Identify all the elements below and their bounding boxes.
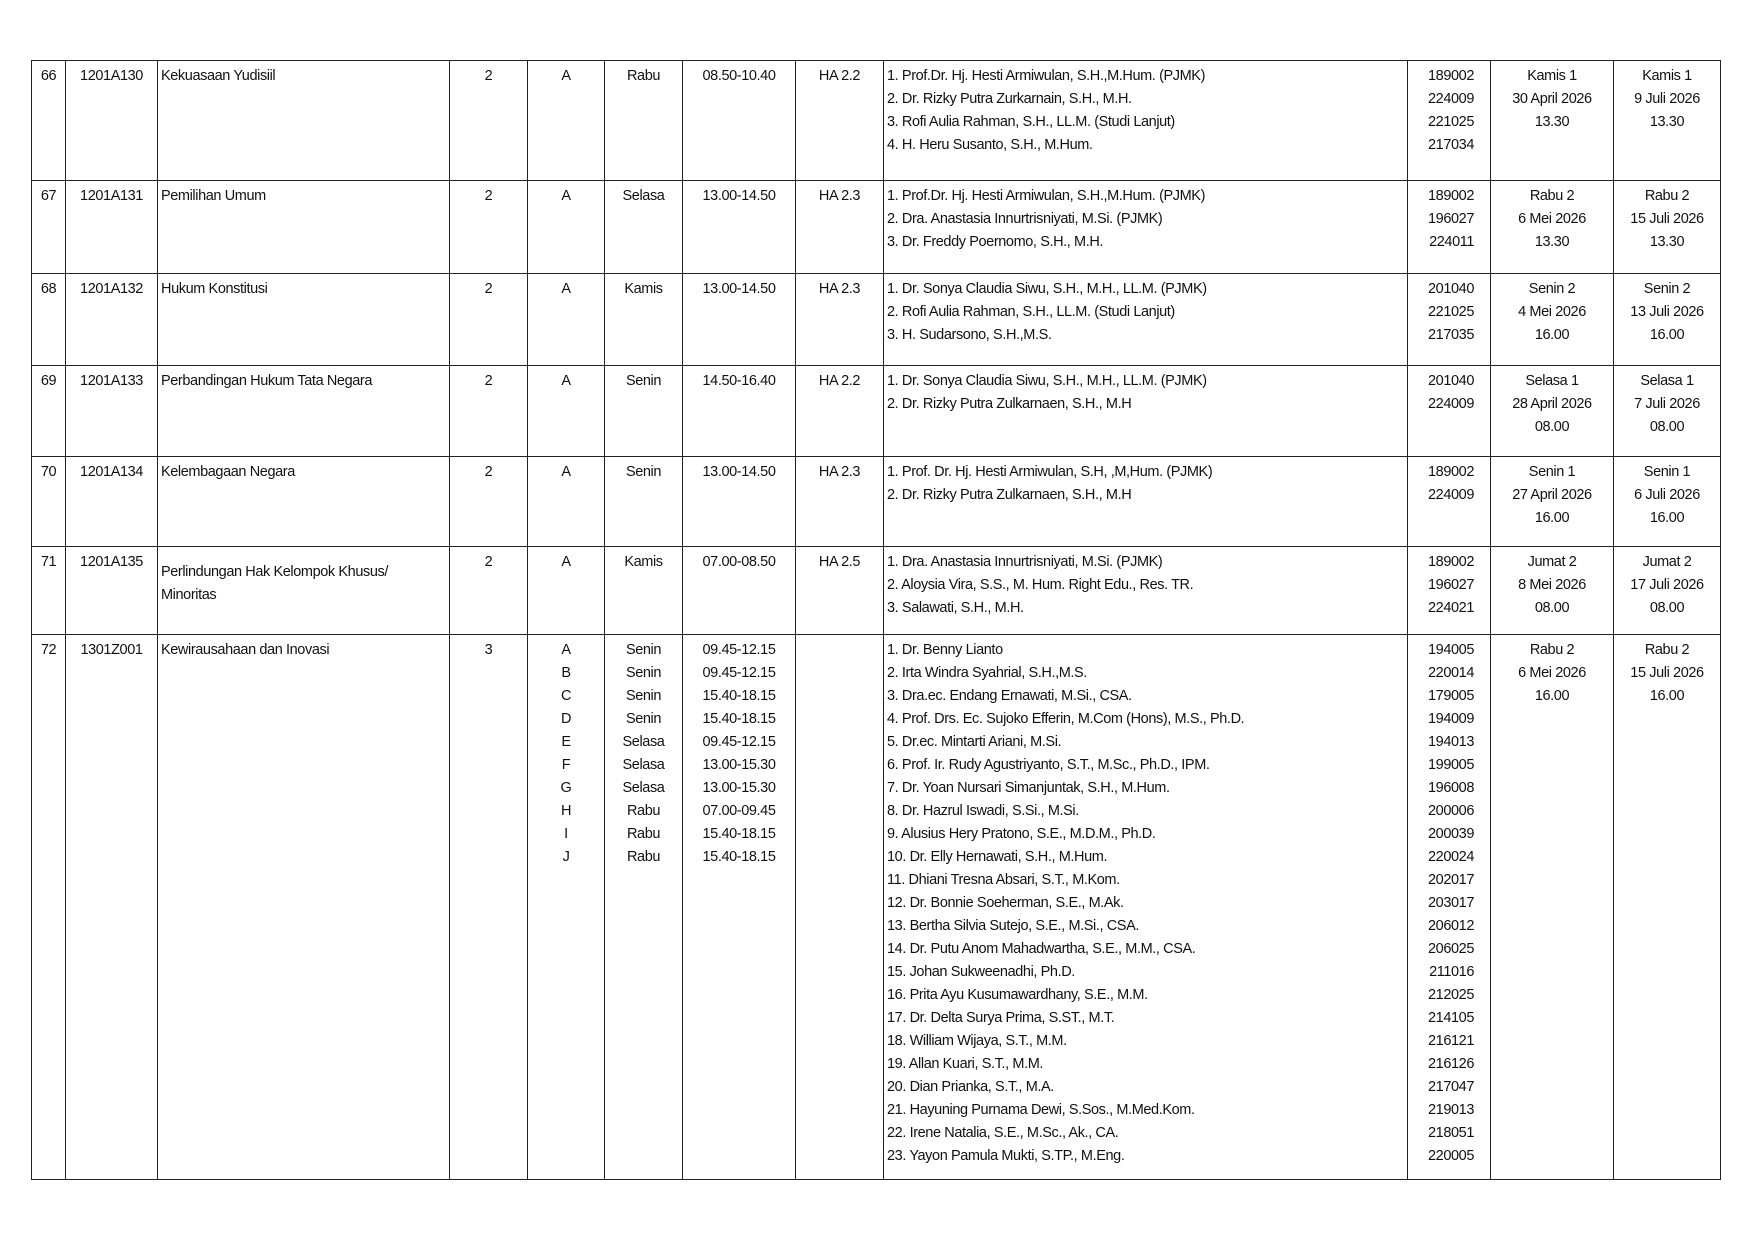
room: HA 2.3	[796, 181, 884, 274]
class-letter: A	[561, 642, 571, 658]
class-day: Selasa	[622, 757, 665, 773]
lecturer-name: 7. Dr. Yoan Nursari Simanjuntak, S.H., M.Hum.	[887, 780, 1170, 796]
class-letter: A	[561, 554, 571, 570]
class-day: Senin	[625, 688, 662, 704]
room: HA 2.3	[796, 274, 884, 366]
course-code: 1201A133	[66, 366, 158, 457]
lecturer-name: 21. Hayuning Purnama Dewi, S.Sos., M.Med.Kom.	[887, 1102, 1195, 1118]
class-time: 07.00-09.45	[702, 803, 776, 819]
final-exam-line: 13.30	[1649, 234, 1685, 250]
class-days	[605, 61, 683, 181]
class-day: Senin	[625, 373, 662, 389]
class-time: 14.50-16.40	[702, 373, 776, 389]
lecturer-id: 202017	[1428, 872, 1474, 888]
class-day: Selasa	[622, 734, 665, 750]
final-exam-line: 16.00	[1649, 510, 1685, 526]
final-exam-line: 6 Juli 2026	[1634, 487, 1700, 503]
midterm-exam-line: 8 Mei 2026	[1518, 577, 1586, 593]
class-times	[683, 181, 796, 274]
class-day: Rabu	[626, 803, 661, 819]
lecturer-name: 2. Irta Windra Syahrial, S.H.,M.S.	[887, 665, 1087, 681]
room: HA 2.2	[796, 366, 884, 457]
class-day: Kamis	[624, 554, 663, 570]
class-letter: C	[560, 688, 572, 704]
class-letters	[528, 547, 605, 635]
class-times	[683, 274, 796, 366]
lecturer-ids	[1408, 366, 1491, 457]
lecturer-ids	[1408, 61, 1491, 181]
lecturer-name: 16. Prita Ayu Kusumawardhany, S.E., M.M.	[887, 987, 1148, 1003]
final-exam-line: 16.00	[1649, 327, 1685, 343]
lecturer-id: 200006	[1428, 803, 1474, 819]
lecturer-id: 196027	[1428, 577, 1474, 593]
final-exam-line: Senin 1	[1643, 464, 1691, 480]
class-letter: I	[564, 826, 568, 842]
lecturer-name: 20. Dian Prianka, S.T., M.A.	[887, 1079, 1054, 1095]
class-day: Rabu	[626, 68, 661, 84]
lecturer-id: 221025	[1428, 114, 1474, 130]
lecturer-ids	[1408, 274, 1491, 366]
midterm-exam-line: 30 April 2026	[1512, 91, 1592, 107]
final-exam	[1614, 366, 1721, 457]
table-row	[32, 547, 1721, 635]
lecturer-name: 3. Dr. Freddy Poernomo, S.H., M.H.	[887, 234, 1104, 250]
midterm-exam-line: 16.00	[1534, 688, 1570, 704]
lecturer-list	[884, 274, 1408, 366]
class-letter: H	[560, 803, 572, 819]
credits: 2	[450, 547, 528, 635]
class-time: 13.00-14.50	[702, 281, 776, 297]
final-exam-line: Senin 2	[1643, 281, 1691, 297]
lecturer-id: 189002	[1428, 554, 1474, 570]
midterm-exam-line: Selasa 1	[1525, 373, 1579, 389]
lecturer-list	[884, 61, 1408, 181]
final-exam-line: Jumat 2	[1642, 554, 1692, 570]
lecturer-id: 203017	[1428, 895, 1474, 911]
midterm-exam	[1491, 457, 1614, 547]
course-code: 1301Z001	[66, 635, 158, 1180]
lecturer-name: 2. Dr. Rizky Putra Zurkarnain, S.H., M.H.	[887, 91, 1132, 107]
lecturer-id: 196008	[1428, 780, 1474, 796]
final-exam-line: 15 Juli 2026	[1630, 211, 1704, 227]
midterm-exam-line: Senin 2	[1528, 281, 1576, 297]
final-exam-line: 17 Juli 2026	[1630, 577, 1704, 593]
class-times	[683, 547, 796, 635]
class-times	[683, 635, 796, 1180]
lecturer-id: 200039	[1428, 826, 1474, 842]
lecturer-list	[884, 181, 1408, 274]
lecturer-id: 216121	[1428, 1033, 1474, 1049]
lecturer-name: 1. Prof.Dr. Hj. Hesti Armiwulan, S.H.,M.Hum. (PJMK)	[887, 188, 1205, 204]
table-row	[32, 635, 1721, 1180]
lecturer-id: 214105	[1428, 1010, 1474, 1026]
credits: 2	[450, 274, 528, 366]
midterm-exam	[1491, 61, 1614, 181]
final-exam	[1614, 274, 1721, 366]
class-letter: G	[560, 780, 572, 796]
class-time: 13.00-15.30	[702, 757, 776, 773]
class-letters	[528, 366, 605, 457]
midterm-exam-line: 08.00	[1534, 600, 1570, 616]
class-letters	[528, 635, 605, 1180]
final-exam-line: 9 Juli 2026	[1634, 91, 1700, 107]
lecturer-name: 19. Allan Kuari, S.T., M.M.	[887, 1056, 1044, 1072]
lecturer-list	[884, 635, 1408, 1180]
class-time: 15.40-18.15	[702, 688, 776, 704]
lecturer-id: 217047	[1428, 1079, 1474, 1095]
final-exam-line: 08.00	[1649, 419, 1685, 435]
class-letter: F	[561, 757, 571, 773]
class-time: 15.40-18.15	[702, 826, 776, 842]
class-day: Rabu	[626, 826, 661, 842]
midterm-exam-line: Senin 1	[1528, 464, 1576, 480]
lecturer-name: 1. Prof. Dr. Hj. Hesti Armiwulan, S.H, ,M,Hum. (PJMK)	[887, 464, 1213, 480]
course-name: Hukum Konstitusi	[158, 274, 450, 366]
class-time: 09.45-12.15	[702, 734, 776, 750]
course-code: 1201A135	[66, 547, 158, 635]
midterm-exam-line: 13.30	[1534, 234, 1570, 250]
room	[796, 635, 884, 1180]
midterm-exam	[1491, 635, 1614, 1180]
class-letter: E	[561, 734, 571, 750]
lecturer-id: 189002	[1428, 464, 1474, 480]
lecturer-name: 3. Salawati, S.H., M.H.	[887, 600, 1024, 616]
class-time: 13.00-15.30	[702, 780, 776, 796]
class-letters	[528, 274, 605, 366]
lecturer-id: 224009	[1428, 91, 1474, 107]
midterm-exam-line: 28 April 2026	[1512, 396, 1592, 412]
lecturer-name: 3. Dra.ec. Endang Ernawati, M.Si., CSA.	[887, 688, 1132, 704]
lecturer-name: 1. Dr. Sonya Claudia Siwu, S.H., M.H., LL.M. (PJMK)	[887, 373, 1207, 389]
table-row	[32, 274, 1721, 366]
lecturer-name: 1. Prof.Dr. Hj. Hesti Armiwulan, S.H.,M.Hum. (PJMK)	[887, 68, 1205, 84]
lecturer-id: 220014	[1428, 665, 1474, 681]
course-name: Kekuasaan Yudisiil	[158, 61, 450, 181]
lecturer-name: 1. Dr. Sonya Claudia Siwu, S.H., M.H., LL.M. (PJMK)	[887, 281, 1207, 297]
lecturer-list	[884, 547, 1408, 635]
class-time: 13.00-14.50	[702, 188, 776, 204]
row-number: 71	[32, 547, 66, 635]
class-day: Senin	[625, 642, 662, 658]
final-exam-line: Rabu 2	[1644, 188, 1690, 204]
lecturer-id: 217035	[1428, 327, 1474, 343]
class-letter: A	[561, 464, 571, 480]
lecturer-id: 189002	[1428, 188, 1474, 204]
class-days	[605, 181, 683, 274]
course-name: Pemilihan Umum	[158, 181, 450, 274]
lecturer-name: 2. Dra. Anastasia Innurtrisniyati, M.Si. (PJMK)	[887, 211, 1163, 227]
course-code: 1201A134	[66, 457, 158, 547]
final-exam-line: 13.30	[1649, 114, 1685, 130]
lecturer-id: 196027	[1428, 211, 1474, 227]
class-day: Kamis	[624, 281, 663, 297]
final-exam	[1614, 635, 1721, 1180]
final-exam	[1614, 457, 1721, 547]
lecturer-name: 4. Prof. Drs. Ec. Sujoko Efferin, M.Com (Hons), M.S., Ph.D.	[887, 711, 1245, 727]
final-exam-line: 7 Juli 2026	[1634, 396, 1700, 412]
midterm-exam-line: 16.00	[1534, 327, 1570, 343]
lecturer-name: 14. Dr. Putu Anom Mahadwartha, S.E., M.M., CSA.	[887, 941, 1196, 957]
course-name: Kewirausahaan dan Inovasi	[158, 635, 450, 1180]
final-exam-line: 15 Juli 2026	[1630, 665, 1704, 681]
class-time: 08.50-10.40	[702, 68, 776, 84]
lecturer-id: 189002	[1428, 68, 1474, 84]
lecturer-name: 18. William Wijaya, S.T., M.M.	[887, 1033, 1067, 1049]
lecturer-id: 201040	[1428, 281, 1474, 297]
lecturer-name: 4. H. Heru Susanto, S.H., M.Hum.	[887, 137, 1093, 153]
class-time: 13.00-14.50	[702, 464, 776, 480]
class-days	[605, 274, 683, 366]
midterm-exam-line: Jumat 2	[1527, 554, 1577, 570]
lecturer-name: 11. Dhiani Tresna Absari, S.T., M.Kom.	[887, 872, 1120, 888]
midterm-exam-line: 16.00	[1534, 510, 1570, 526]
lecturer-id: 224021	[1428, 600, 1474, 616]
lecturer-name: 1. Dra. Anastasia Innurtrisniyati, M.Si. (PJMK)	[887, 554, 1163, 570]
class-letter: B	[561, 665, 571, 681]
room: HA 2.3	[796, 457, 884, 547]
class-time: 15.40-18.15	[702, 711, 776, 727]
class-days	[605, 366, 683, 457]
lecturer-id: 224009	[1428, 487, 1474, 503]
lecturer-name: 5. Dr.ec. Mintarti Ariani, M.Si.	[887, 734, 1062, 750]
class-days	[605, 547, 683, 635]
lecturer-name: 23. Yayon Pamula Mukti, S.TP., M.Eng.	[887, 1148, 1125, 1164]
table-row	[32, 61, 1721, 181]
class-letter: D	[560, 711, 572, 727]
row-number: 66	[32, 61, 66, 181]
class-day: Selasa	[622, 780, 665, 796]
credits: 2	[450, 181, 528, 274]
credits: 2	[450, 366, 528, 457]
lecturer-name: 2. Dr. Rizky Putra Zulkarnaen, S.H., M.H	[887, 396, 1132, 412]
lecturer-name: 2. Aloysia Vira, S.S., M. Hum. Right Edu., Res. TR.	[887, 577, 1194, 593]
lecturer-name: 2. Rofi Aulia Rahman, S.H., LL.M. (Studi Lanjut)	[887, 304, 1175, 320]
lecturer-id: 194009	[1428, 711, 1474, 727]
course-name: Kelembagaan Negara	[158, 457, 450, 547]
final-exam	[1614, 61, 1721, 181]
class-time: 09.45-12.15	[702, 642, 776, 658]
lecturer-id: 216126	[1428, 1056, 1474, 1072]
lecturer-id: 224011	[1429, 234, 1474, 250]
lecturer-name: 13. Bertha Silvia Sutejo, S.E., M.Si., CSA.	[887, 918, 1139, 934]
lecturer-name: 8. Dr. Hazrul Iswadi, S.Si., M.Si.	[887, 803, 1079, 819]
row-number: 67	[32, 181, 66, 274]
course-name: Perlindungan Hak Kelompok Khusus/ Minoritas	[158, 547, 450, 635]
final-exam-line: Rabu 2	[1644, 642, 1690, 658]
room: HA 2.5	[796, 547, 884, 635]
class-day: Senin	[625, 665, 662, 681]
final-exam-line: 08.00	[1649, 600, 1685, 616]
lecturer-id: 212025	[1428, 987, 1474, 1003]
row-number: 68	[32, 274, 66, 366]
table-row	[32, 457, 1721, 547]
row-number: 72	[32, 635, 66, 1180]
lecturer-name: 2. Dr. Rizky Putra Zulkarnaen, S.H., M.H	[887, 487, 1132, 503]
midterm-exam	[1491, 547, 1614, 635]
class-letters	[528, 457, 605, 547]
room: HA 2.2	[796, 61, 884, 181]
midterm-exam	[1491, 274, 1614, 366]
lecturer-id: 194013	[1428, 734, 1474, 750]
lecturer-name: 15. Johan Sukweenadhi, Ph.D.	[887, 964, 1075, 980]
class-times	[683, 61, 796, 181]
credits: 2	[450, 457, 528, 547]
table-row	[32, 366, 1721, 457]
lecturer-ids	[1408, 635, 1491, 1180]
class-letters	[528, 61, 605, 181]
class-time: 09.45-12.15	[702, 665, 776, 681]
lecturer-name: 1. Dr. Benny Lianto	[887, 642, 1003, 658]
midterm-exam-line: Kamis 1	[1527, 68, 1577, 84]
credits: 3	[450, 635, 528, 1180]
midterm-exam-line: 08.00	[1534, 419, 1570, 435]
lecturer-list	[884, 366, 1408, 457]
lecturer-list	[884, 457, 1408, 547]
course-code: 1201A131	[66, 181, 158, 274]
lecturer-id: 206025	[1428, 941, 1474, 957]
midterm-exam-line: 6 Mei 2026	[1518, 665, 1586, 681]
class-time: 07.00-08.50	[702, 554, 776, 570]
lecturer-name: 6. Prof. Ir. Rudy Agustriyanto, S.T., M.Sc., Ph.D., IPM.	[887, 757, 1210, 773]
lecturer-ids	[1408, 457, 1491, 547]
class-letter: A	[561, 68, 571, 84]
lecturer-id: 199005	[1428, 757, 1474, 773]
lecturer-id: 220005	[1428, 1148, 1474, 1164]
final-exam-line: 13 Juli 2026	[1630, 304, 1704, 320]
lecturer-ids	[1408, 547, 1491, 635]
class-times	[683, 457, 796, 547]
class-times	[683, 366, 796, 457]
lecturer-id: 221025	[1428, 304, 1474, 320]
lecturer-name: 3. H. Sudarsono, S.H.,M.S.	[887, 327, 1052, 343]
class-day: Selasa	[622, 188, 665, 204]
table-row	[32, 181, 1721, 274]
class-day: Rabu	[626, 849, 661, 865]
class-days	[605, 635, 683, 1180]
class-letter: A	[561, 373, 571, 389]
course-schedule-table	[31, 60, 1721, 1180]
midterm-exam	[1491, 366, 1614, 457]
lecturer-id: 220024	[1428, 849, 1474, 865]
lecturer-ids	[1408, 181, 1491, 274]
lecturer-id: 224009	[1428, 396, 1474, 412]
schedule-body	[32, 61, 1721, 1180]
midterm-exam-line: Rabu 2	[1529, 642, 1575, 658]
lecturer-name: 22. Irene Natalia, S.E., M.Sc., Ak., CA.	[887, 1125, 1119, 1141]
course-code: 1201A130	[66, 61, 158, 181]
course-name: Perbandingan Hukum Tata Negara	[158, 366, 450, 457]
row-number: 70	[32, 457, 66, 547]
row-number: 69	[32, 366, 66, 457]
lecturer-name: 17. Dr. Delta Surya Prima, S.ST., M.T.	[887, 1010, 1115, 1026]
final-exam	[1614, 547, 1721, 635]
midterm-exam-line: 13.30	[1534, 114, 1570, 130]
midterm-exam-line: 27 April 2026	[1512, 487, 1592, 503]
lecturer-name: 9. Alusius Hery Pratono, S.E., M.D.M., Ph.D.	[887, 826, 1156, 842]
lecturer-id: 194005	[1428, 642, 1474, 658]
midterm-exam-line: 6 Mei 2026	[1518, 211, 1586, 227]
lecturer-name: 3. Rofi Aulia Rahman, S.H., LL.M. (Studi Lanjut)	[887, 114, 1175, 130]
lecturer-id: 219013	[1428, 1102, 1474, 1118]
class-letter: A	[561, 188, 571, 204]
lecturer-id: 179005	[1428, 688, 1474, 704]
final-exam	[1614, 181, 1721, 274]
class-letter: J	[562, 849, 570, 865]
midterm-exam	[1491, 181, 1614, 274]
final-exam-line: Kamis 1	[1642, 68, 1692, 84]
class-day: Senin	[625, 464, 662, 480]
class-day: Senin	[625, 711, 662, 727]
lecturer-id: 211016	[1429, 964, 1474, 980]
midterm-exam-line: 4 Mei 2026	[1518, 304, 1586, 320]
class-letter: A	[561, 281, 571, 297]
credits: 2	[450, 61, 528, 181]
class-letters	[528, 181, 605, 274]
class-time: 15.40-18.15	[702, 849, 776, 865]
course-code: 1201A132	[66, 274, 158, 366]
final-exam-line: Selasa 1	[1640, 373, 1694, 389]
lecturer-id: 201040	[1428, 373, 1474, 389]
midterm-exam-line: Rabu 2	[1529, 188, 1575, 204]
lecturer-name: 10. Dr. Elly Hernawati, S.H., M.Hum.	[887, 849, 1108, 865]
lecturer-id: 206012	[1428, 918, 1474, 934]
lecturer-id: 218051	[1428, 1125, 1474, 1141]
lecturer-name: 12. Dr. Bonnie Soeherman, S.E., M.Ak.	[887, 895, 1124, 911]
lecturer-id: 217034	[1428, 137, 1474, 153]
final-exam-line: 16.00	[1649, 688, 1685, 704]
class-days	[605, 457, 683, 547]
